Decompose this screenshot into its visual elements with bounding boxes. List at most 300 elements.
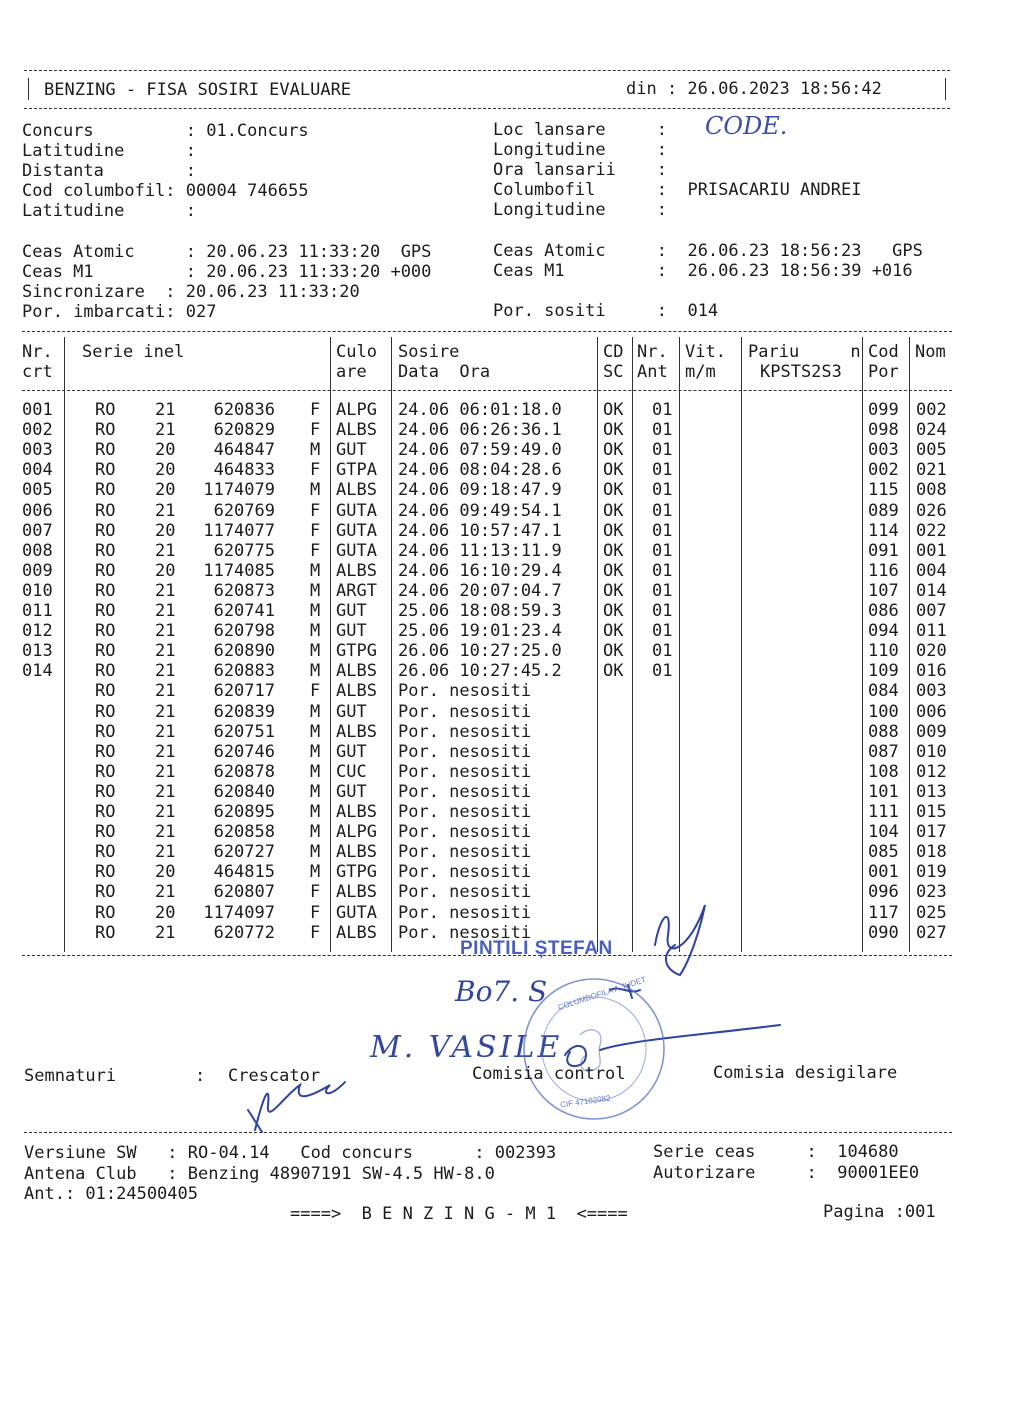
cell-inel: 620895 <box>213 802 275 822</box>
cell-nom: 021 <box>916 460 947 481</box>
cell-sex: F <box>310 902 321 923</box>
info-distanta: Distanta : <box>22 161 196 181</box>
cell-an: 21 <box>155 842 176 863</box>
cell-sosire: Por. nesositi <box>398 882 532 903</box>
cell-cod: 101 <box>868 781 899 802</box>
cell-sex: F <box>310 400 321 420</box>
cell-ant: 01 <box>652 420 673 441</box>
cell-nr: 007 <box>22 520 53 541</box>
cell-cul: GUT <box>336 781 367 802</box>
cell-nom: 026 <box>916 500 947 521</box>
cell-tara: RO <box>95 842 116 863</box>
footer-banner: ====> B E N Z I N G - M 1 <==== <box>290 1204 628 1224</box>
cell-sex: M <box>310 741 321 762</box>
cell-inel: 1174085 <box>203 560 275 581</box>
cell-cod: 104 <box>868 822 899 843</box>
cell-cd: OK <box>603 480 624 501</box>
cell-cod: 084 <box>868 681 899 702</box>
cell-nr: 010 <box>22 580 53 601</box>
header-right-border <box>945 78 946 100</box>
footer-serie-ceas: Serie ceas : 104680 <box>653 1142 899 1162</box>
signature-crescator: Crescator <box>228 1066 321 1086</box>
cell-cod: 090 <box>868 922 899 943</box>
cell-inel: 1174077 <box>203 520 275 541</box>
cell-sosire: 24.06 11:13:11.9 <box>398 540 562 561</box>
cell-an: 21 <box>155 802 176 822</box>
info-longitudine-2: Longitudine : <box>493 200 667 220</box>
cell-cod: 099 <box>868 400 899 420</box>
cell-sex: M <box>310 480 321 501</box>
cell-sosire: Por. nesositi <box>398 902 532 923</box>
table-row <box>0 882 1024 902</box>
info-latitudine: Latitudine : <box>22 141 196 161</box>
footer-rule <box>24 1132 952 1133</box>
table-row <box>0 541 1024 561</box>
cell-nr: 013 <box>22 641 53 662</box>
cell-cod: 091 <box>868 540 899 561</box>
cell-nom: 009 <box>916 721 947 742</box>
ceas-m1-start: Ceas M1 : 20.06.23 11:33:20 +000 <box>22 262 432 282</box>
cell-inel: 620741 <box>213 601 275 621</box>
cell-ant: 01 <box>652 661 673 682</box>
cell-inel: 1174079 <box>203 480 275 501</box>
cell-nom: 006 <box>916 701 947 722</box>
cell-cod: 100 <box>868 701 899 722</box>
signature-comisia-desigilare: Comisia desigilare <box>713 1063 898 1083</box>
table-row <box>0 681 1024 701</box>
cell-cd: OK <box>603 601 624 621</box>
cell-inel: 620839 <box>213 701 275 722</box>
round-stamp-top: COLUMBOFILA A.JUDET <box>556 975 648 1012</box>
cell-nom: 010 <box>916 741 947 762</box>
cell-an: 21 <box>155 882 176 903</box>
cell-sosire: Por. nesositi <box>398 862 532 883</box>
cell-an: 21 <box>155 681 176 702</box>
table-row <box>0 802 1024 822</box>
cell-an: 20 <box>155 902 176 923</box>
cell-inel: 620807 <box>213 882 275 903</box>
cell-inel: 620769 <box>213 500 275 521</box>
cell-an: 21 <box>155 721 176 742</box>
info-ora-lansarii: Ora lansarii : <box>493 160 667 180</box>
cell-ant: 01 <box>652 560 673 581</box>
table-row <box>0 842 1024 862</box>
col-cd: CD <box>603 342 624 362</box>
cell-tara: RO <box>95 520 116 541</box>
cell-nr: 006 <box>22 500 53 521</box>
cell-sex: M <box>310 560 321 581</box>
cell-cod: 086 <box>868 601 899 621</box>
signature-comisia-control: Comisia control <box>472 1064 626 1084</box>
cell-an: 21 <box>155 400 176 420</box>
col-culoare-2: are <box>336 362 367 382</box>
footer-antena: Ant.: 01:24500405 <box>24 1184 198 1204</box>
cell-sosire: Por. nesositi <box>398 922 532 943</box>
cell-cod: 115 <box>868 480 899 501</box>
cell-sex: M <box>310 721 321 742</box>
cell-nr: 003 <box>22 440 53 461</box>
cell-cd: OK <box>603 460 624 481</box>
col-sosire-2: Data Ora <box>398 362 491 382</box>
cell-nr: 001 <box>22 400 53 420</box>
table-row <box>0 561 1024 581</box>
cell-an: 20 <box>155 440 176 461</box>
col-nom: Nom <box>915 342 946 362</box>
cell-cul: GUT <box>336 601 367 621</box>
cell-tara: RO <box>95 480 116 501</box>
cell-cul: ALBS <box>336 802 377 822</box>
cell-cod: 094 <box>868 621 899 642</box>
cell-tara: RO <box>95 540 116 561</box>
cell-tara: RO <box>95 681 116 702</box>
cell-cd: OK <box>603 500 624 521</box>
cell-cul: ALBS <box>336 721 377 742</box>
col-cod: Cod <box>868 342 899 362</box>
cell-tara: RO <box>95 761 116 782</box>
cell-nom: 022 <box>916 520 947 541</box>
cell-tara: RO <box>95 721 116 742</box>
cell-sosire: Por. nesositi <box>398 822 532 843</box>
cell-ant: 01 <box>652 520 673 541</box>
cell-sex: F <box>310 882 321 903</box>
cell-sex: M <box>310 641 321 662</box>
cell-tara: RO <box>95 440 116 461</box>
info-cod-columbofil: Cod columbofil: 00004 746655 <box>22 181 309 201</box>
cell-cod: 087 <box>868 741 899 762</box>
header-left-border <box>28 78 29 100</box>
col-pariu: Pariu n <box>748 342 861 362</box>
table-header-rule <box>22 390 952 391</box>
table-top-rule <box>22 331 952 332</box>
cell-inel: 620858 <box>213 822 275 843</box>
cell-an: 20 <box>155 520 176 541</box>
cell-cd: OK <box>603 560 624 581</box>
cell-sex: F <box>310 420 321 441</box>
cell-cod: 107 <box>868 580 899 601</box>
cell-an: 21 <box>155 761 176 782</box>
footer-versiune: Versiune SW : RO-04.14 Cod concurs : 002393 <box>24 1143 557 1163</box>
col-pariu-2: KPSTS2S3 <box>760 362 842 382</box>
signatures-colon: : <box>195 1066 206 1086</box>
table-row <box>0 903 1024 923</box>
cell-an: 21 <box>155 781 176 802</box>
cell-nom: 008 <box>916 480 947 501</box>
table-row <box>0 782 1024 802</box>
cell-cod: 117 <box>868 902 899 923</box>
cell-sosire: Por. nesositi <box>398 701 532 722</box>
table-row <box>0 862 1024 882</box>
cell-cul: GUTA <box>336 902 377 923</box>
info-concurs: Concurs : 01.Concurs <box>22 121 309 141</box>
cell-nom: 016 <box>916 661 947 682</box>
cell-tara: RO <box>95 922 116 943</box>
cell-ant: 01 <box>652 400 673 420</box>
col-nr-ant: Nr. <box>637 342 668 362</box>
cell-sex: M <box>310 440 321 461</box>
cell-tara: RO <box>95 862 116 883</box>
signature-handwritten-2: M. VASILE <box>370 1030 563 1065</box>
cell-cod: 109 <box>868 661 899 682</box>
cell-sex: M <box>310 661 321 682</box>
cell-sosire: 24.06 16:10:29.4 <box>398 560 562 581</box>
cell-tara: RO <box>95 460 116 481</box>
cell-cul: ALBS <box>336 480 377 501</box>
cell-sex: M <box>310 781 321 802</box>
cell-sex: M <box>310 580 321 601</box>
info-columbofil: Columbofil : PRISACARIU ANDREI <box>493 180 862 200</box>
cell-sex: M <box>310 862 321 883</box>
cell-tara: RO <box>95 641 116 662</box>
cell-an: 21 <box>155 500 176 521</box>
cell-cul: GUTA <box>336 520 377 541</box>
cell-ant: 01 <box>652 601 673 621</box>
cell-cod: 085 <box>868 842 899 863</box>
cell-inel: 620840 <box>213 781 275 802</box>
cell-cul: ALBS <box>336 661 377 682</box>
cell-cd: OK <box>603 440 624 461</box>
cell-inel: 1174097 <box>203 902 275 923</box>
cell-sex: M <box>310 621 321 642</box>
cell-cod: 111 <box>868 802 899 822</box>
cell-nr: 012 <box>22 621 53 642</box>
cell-cod: 089 <box>868 500 899 521</box>
cell-nom: 020 <box>916 641 947 662</box>
col-nr: Nr. <box>22 342 53 362</box>
table-row <box>0 521 1024 541</box>
cell-inel: 620836 <box>213 400 275 420</box>
cell-inel: 620751 <box>213 721 275 742</box>
cell-sex: M <box>310 842 321 863</box>
cell-an: 21 <box>155 621 176 642</box>
cell-sex: M <box>310 822 321 843</box>
cell-cul: ARGT <box>336 580 377 601</box>
col-nr-2: crt <box>22 362 53 382</box>
cell-cod: 098 <box>868 420 899 441</box>
cell-nr: 008 <box>22 540 53 561</box>
cell-ant: 01 <box>652 500 673 521</box>
cell-nom: 005 <box>916 440 947 461</box>
cell-an: 20 <box>155 862 176 883</box>
cell-cul: ALPG <box>336 400 377 420</box>
cell-nom: 004 <box>916 560 947 581</box>
cell-sex: M <box>310 701 321 722</box>
cell-nom: 015 <box>916 802 947 822</box>
table-row <box>0 601 1024 621</box>
table-row <box>0 440 1024 460</box>
cell-nr: 002 <box>22 420 53 441</box>
cell-inel: 620883 <box>213 661 275 682</box>
cell-sosire: 24.06 08:04:28.6 <box>398 460 562 481</box>
cell-tara: RO <box>95 701 116 722</box>
porumbei-imbarcati: Por. imbarcati: 027 <box>22 302 217 322</box>
cell-nom: 007 <box>916 601 947 621</box>
table-row <box>0 400 1024 420</box>
cell-sosire: 24.06 09:49:54.1 <box>398 500 562 521</box>
cell-an: 21 <box>155 822 176 843</box>
cell-nom: 027 <box>916 922 947 943</box>
col-culoare: Culo <box>336 342 377 362</box>
cell-nr: 011 <box>22 601 53 621</box>
cell-sosire: 25.06 19:01:23.4 <box>398 621 562 642</box>
table-row <box>0 480 1024 500</box>
cell-cul: GUTA <box>336 500 377 521</box>
cell-nom: 025 <box>916 902 947 923</box>
cell-tara: RO <box>95 560 116 581</box>
page-number: Pagina :001 <box>823 1202 936 1222</box>
cell-cul: ALBS <box>336 681 377 702</box>
cell-cul: GTPA <box>336 460 377 481</box>
cell-nom: 011 <box>916 621 947 642</box>
table-row <box>0 702 1024 722</box>
cell-cd: OK <box>603 641 624 662</box>
cell-sosire: 25.06 18:08:59.3 <box>398 601 562 621</box>
cell-inel: 620829 <box>213 420 275 441</box>
col-nr-ant-2: Ant <box>637 362 668 382</box>
handwritten-loc-lansare: CODE. <box>705 112 788 140</box>
cell-tara: RO <box>95 621 116 642</box>
cell-an: 21 <box>155 922 176 943</box>
header-bottom-rule <box>24 108 950 109</box>
cell-cul: GTPG <box>336 862 377 883</box>
cell-sex: F <box>310 460 321 481</box>
table-row <box>0 661 1024 681</box>
cell-nom: 013 <box>916 781 947 802</box>
table-row <box>0 460 1024 480</box>
cell-inel: 464833 <box>213 460 275 481</box>
cell-tara: RO <box>95 902 116 923</box>
cell-inel: 620775 <box>213 540 275 561</box>
col-cod-2: Por <box>868 362 899 382</box>
cell-sosire: Por. nesositi <box>398 802 532 822</box>
cell-cod: 114 <box>868 520 899 541</box>
cell-inel: 464847 <box>213 440 275 461</box>
cell-sosire: 24.06 20:07:04.7 <box>398 580 562 601</box>
cell-sosire: Por. nesositi <box>398 781 532 802</box>
cell-sosire: Por. nesositi <box>398 721 532 742</box>
cell-sex: M <box>310 601 321 621</box>
cell-tara: RO <box>95 802 116 822</box>
cell-nom: 019 <box>916 862 947 883</box>
cell-an: 21 <box>155 601 176 621</box>
cell-cul: GUT <box>336 701 367 722</box>
cell-sex: F <box>310 520 321 541</box>
cell-an: 21 <box>155 540 176 561</box>
col-sc: SC <box>603 362 624 382</box>
cell-inel: 620873 <box>213 580 275 601</box>
cell-nr: 004 <box>22 460 53 481</box>
table-row <box>0 501 1024 521</box>
signature-handwritten-1: Bo7. S <box>455 975 548 1008</box>
cell-nom: 024 <box>916 420 947 441</box>
cell-ant: 01 <box>652 440 673 461</box>
cell-sosire: 24.06 10:57:47.1 <box>398 520 562 541</box>
cell-tara: RO <box>95 601 116 621</box>
cell-cd: OK <box>603 540 624 561</box>
cell-cd: OK <box>603 580 624 601</box>
cell-tara: RO <box>95 661 116 682</box>
cell-inel: 620890 <box>213 641 275 662</box>
round-stamp-bottom: CIF 47102082 <box>559 1093 612 1110</box>
cell-cul: ALBS <box>336 882 377 903</box>
cell-cod: 108 <box>868 761 899 782</box>
cell-tara: RO <box>95 882 116 903</box>
cell-inel: 620746 <box>213 741 275 762</box>
cell-nom: 002 <box>916 400 947 420</box>
cell-cul: ALBS <box>336 922 377 943</box>
table-row <box>0 581 1024 601</box>
cell-sosire: 24.06 07:59:49.0 <box>398 440 562 461</box>
cell-sex: F <box>310 540 321 561</box>
report-date: din : 26.06.2023 18:56:42 <box>626 79 882 99</box>
footer-autorizare: Autorizare : 90001EE0 <box>653 1163 920 1183</box>
cell-sex: M <box>310 761 321 782</box>
cell-tara: RO <box>95 500 116 521</box>
cell-nr: 009 <box>22 560 53 581</box>
cell-cd: OK <box>603 420 624 441</box>
signatures-label: Semnaturi <box>24 1066 117 1086</box>
cell-cod: 110 <box>868 641 899 662</box>
col-sosire: Sosire <box>398 342 460 362</box>
cell-nom: 017 <box>916 822 947 843</box>
stamp-name: PINTILI ȘTEFAN <box>460 938 613 959</box>
cell-cod: 096 <box>868 882 899 903</box>
cell-cod: 001 <box>868 862 899 883</box>
cell-nom: 018 <box>916 842 947 863</box>
porumbei-sositi: Por. sositi : 014 <box>493 301 719 321</box>
header-top-rule <box>24 70 950 71</box>
cell-sosire: Por. nesositi <box>398 681 532 702</box>
cell-inel: 620717 <box>213 681 275 702</box>
table-row <box>0 621 1024 641</box>
cell-an: 21 <box>155 701 176 722</box>
cell-inel: 464815 <box>213 862 275 883</box>
cell-nom: 012 <box>916 761 947 782</box>
cell-tara: RO <box>95 420 116 441</box>
cell-nom: 014 <box>916 580 947 601</box>
cell-cul: ALPG <box>336 822 377 843</box>
cell-inel: 620727 <box>213 842 275 863</box>
cell-cul: ALBS <box>336 842 377 863</box>
cell-sex: F <box>310 500 321 521</box>
cell-sosire: Por. nesositi <box>398 741 532 762</box>
cell-ant: 01 <box>652 540 673 561</box>
table-row <box>0 420 1024 440</box>
table-row <box>0 722 1024 742</box>
cell-cul: ALBS <box>336 560 377 581</box>
ceas-atomic-stop: Ceas Atomic : 26.06.23 18:56:23 GPS <box>493 241 923 261</box>
col-viteza: Vit. <box>685 342 726 362</box>
col-serie-inel: Serie inel <box>82 342 185 362</box>
cell-sosire: 24.06 09:18:47.9 <box>398 480 562 501</box>
info-latitudine-2: Latitudine : <box>22 201 196 221</box>
cell-cul: GTPG <box>336 641 377 662</box>
report-title: BENZING - FISA SOSIRI EVALUARE <box>44 80 352 100</box>
cell-cul: GUT <box>336 741 367 762</box>
cell-tara: RO <box>95 822 116 843</box>
cell-cul: GUT <box>336 621 367 642</box>
cell-nr: 014 <box>22 661 53 682</box>
cell-tara: RO <box>95 781 116 802</box>
cell-sosire: 26.06 10:27:25.0 <box>398 641 562 662</box>
cell-sex: F <box>310 922 321 943</box>
cell-cul: CUC <box>336 761 367 782</box>
cell-sex: M <box>310 802 321 822</box>
cell-cd: OK <box>603 621 624 642</box>
cell-an: 21 <box>155 580 176 601</box>
cell-cod: 003 <box>868 440 899 461</box>
cell-cd: OK <box>603 400 624 420</box>
cell-tara: RO <box>95 400 116 420</box>
